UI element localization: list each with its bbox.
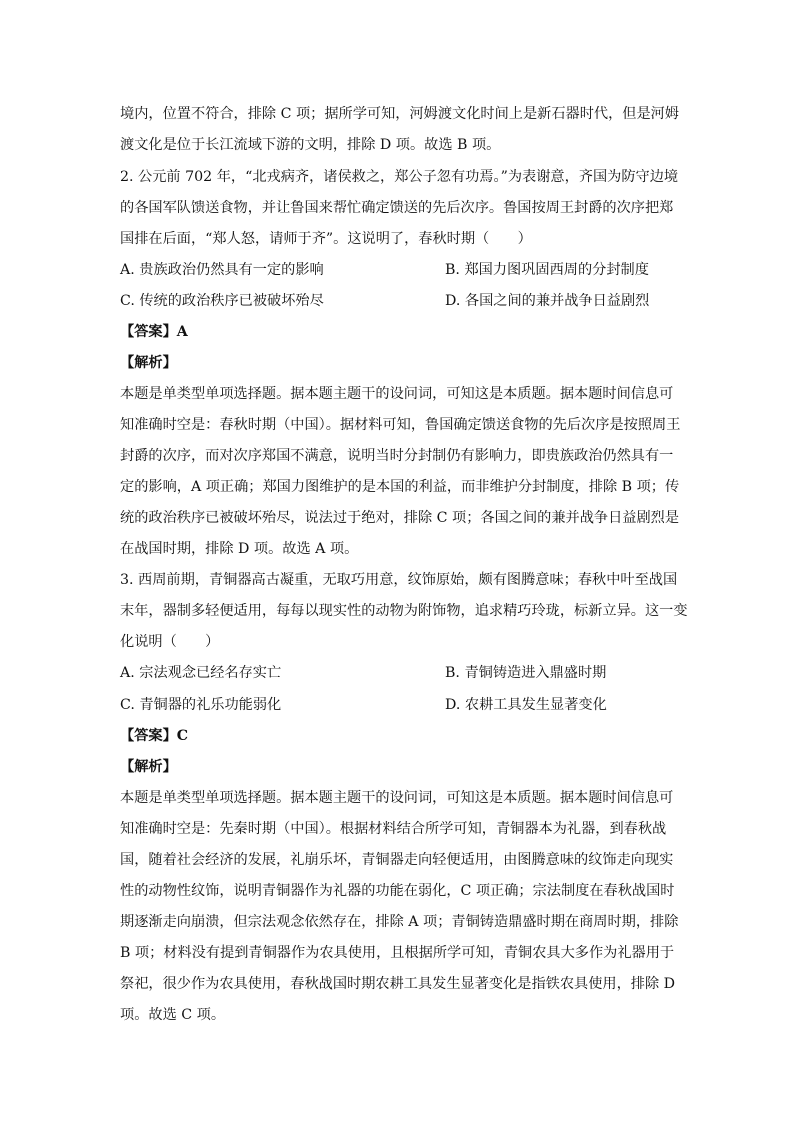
q3-analysis-label: 【解析】 (120, 759, 177, 775)
q2-analysis-line-4: 定的影响，A 项正确；郑国力图维护的是本国的利益，而非维护分封制度，排除 B 项；传 (120, 479, 680, 495)
q2-option-b: B. 郑国力图巩固西周的分封制度 (445, 262, 649, 278)
q2-option-a: A. 贵族政治仍然具有一定的影响 (120, 262, 324, 278)
q3-answer: 【答案】C (120, 728, 189, 744)
q3-option-b: B. 青铜铸造进入鼎盛时期 (445, 665, 607, 681)
q2-answer: 【答案】A (120, 324, 188, 340)
q3-analysis-line-6: B 项；材料没有提到青铜器作为农具使用，且根据所学可知，青铜农具大多作为礼器用于 (120, 945, 675, 961)
q2-stem-line-2: 的各国军队馈送食物，并让鲁国来帮忙确定馈送的先后次序。鲁国按周王封爵的次序把郑 (120, 200, 674, 216)
q3-stem-line-1: 3. 西周前期，青铜器高古凝重，无取巧用意，纹饰原始，颇有图腾意味；春秋中叶至战国 (120, 572, 678, 588)
q3-analysis-line-4: 性的动物性纹饰，说明青铜器作为礼器的功能在弱化，C 项正确；宗法制度在春秋战国时 (120, 883, 675, 899)
q2-analysis-line-3: 封爵的次序，而对次序郑国不满意，说明当时分封制仍有影响力，即贵族政治仍然具有一 (120, 448, 674, 464)
q3-analysis-line-1: 本题是单类型单项选择题。据本题主题干的设问词，可知这是本质题。据本题时间信息可 (120, 790, 674, 806)
q2-stem-line-3: 国排在后面，“郑人怒，请师于齐”。这说明了，春秋时期（ ） (120, 231, 532, 247)
intro-line-1: 境内，位置不符合，排除 C 项；据所学可知，河姆渡文化时间上是新石器时代，但是河姆 (120, 106, 680, 122)
q2-analysis-line-6: 在战国时期，排除 D 项。故选 A 项。 (120, 541, 359, 557)
q2-option-d: D. 各国之间的兼并战争日益剧烈 (445, 293, 650, 309)
q3-stem-line-2: 末年，器制多轻便适用，每每以现实性的动物为附饰物，追求精巧玲珑，标新立异。这一变 (120, 603, 688, 619)
q2-analysis-label: 【解析】 (120, 355, 177, 371)
q3-analysis-line-3: 国，随着社会经济的发展，礼崩乐坏，青铜器走向轻便适用，由图腾意味的纹饰走向现实 (120, 852, 674, 868)
q3-analysis-line-5: 期逐渐走向崩溃，但宗法观念依然存在，排除 A 项；青铜铸造鼎盛时期在商周时期，排除 (120, 914, 679, 930)
q3-analysis-line-7: 祭祀，很少作为农具使用，春秋战国时期农耕工具发生显著变化是指铁农具使用，排除 D (120, 976, 676, 992)
q3-analysis-line-2: 知准确时空是：先秦时期（中国）。根据材料结合所学可知，青铜器本为礼器，到春秋战 (120, 821, 667, 837)
intro-line-2: 渡文化是位于长江流域下游的文明，排除 D 项。故选 B 项。 (120, 137, 501, 153)
q2-analysis-line-1: 本题是单类型单项选择题。据本题主题干的设问词，可知这是本质题。据本题时间信息可 (120, 386, 674, 402)
q3-analysis-line-8: 项。故选 C 项。 (120, 1007, 226, 1023)
q2-stem-line-1: 2. 公元前 702 年，“北戎病齐，诸侯救之，郑公子忽有功焉。”为表谢意，齐国为防守边境 (120, 169, 679, 185)
q2-analysis-line-5: 统的政治秩序已被破坏殆尽，说法过于绝对，排除 C 项；各国之间的兼并战争日益剧烈是 (120, 510, 680, 526)
q2-option-c: C. 传统的政治秩序已被破坏殆尽 (120, 293, 324, 309)
q3-option-c: C. 青铜器的礼乐功能弱化 (120, 697, 282, 713)
q3-option-a: A. 宗法观念已经名存实亡 (120, 665, 282, 681)
q3-stem-line-3: 化说明（ ） (120, 634, 220, 650)
q2-analysis-line-2: 知准确时空是：春秋时期（中国）。据材料可知，鲁国确定馈送食物的先后次序是按照周王 (120, 417, 681, 433)
q3-option-d: D. 农耕工具发生显著变化 (445, 697, 607, 713)
